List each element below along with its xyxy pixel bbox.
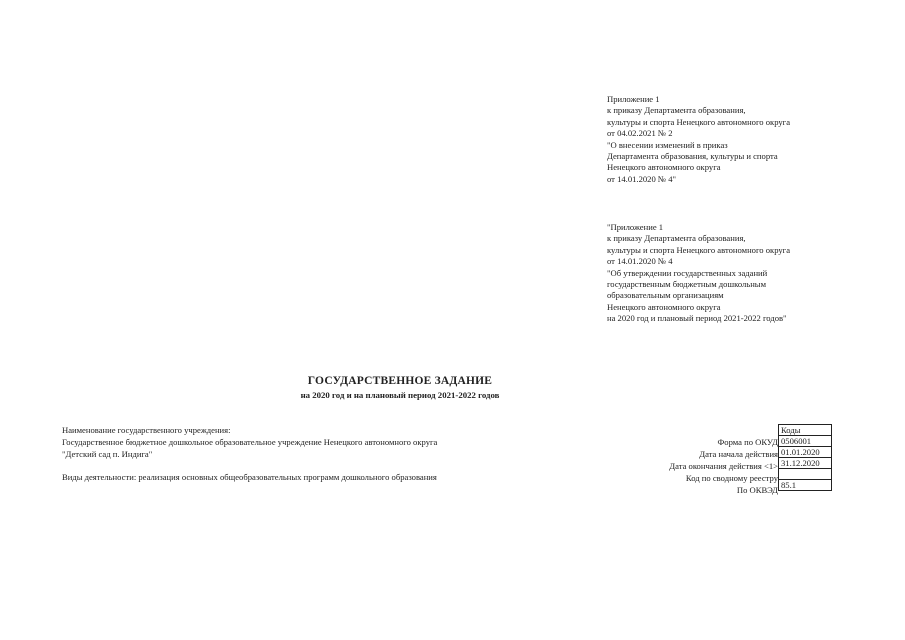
appendix2-line: государственным бюджетным дошкольным [607,279,767,290]
institution-heading: Наименование государственного учреждения: [62,425,231,435]
institution-name: Государственное бюджетное дошкольное образовательное учреждение Ненецкого автономного округа [62,437,438,447]
appendix-reference-amendment [607,94,790,185]
codes-label-end-date: Дата окончания действия <1> [669,461,778,471]
document-title: ГОСУДАРСТВЕННОЕ ЗАДАНИЕ [307,375,493,387]
appendix1-line: культуры и спорта Ненецкого автономного округа [607,116,791,127]
codes-value-okud: 0506001 [779,436,832,447]
appendix2-line: образовательным организациям [607,290,724,301]
codes-table [778,424,832,491]
codes-header: Коды [779,425,832,436]
codes-label-start-date: Дата начала действия [699,449,778,459]
appendix2-line: от 14.01.2020 № 4 [607,256,673,267]
codes-value-start-date: 01.01.2020 [779,447,832,458]
codes-label-okud: Форма по ОКУД [717,437,778,447]
codes-label-registry: Код по сводному реестру [685,473,778,483]
appendix2-line: на 2020 год и плановый период 2021-2022 годов" [607,313,787,324]
appendix1-line: от 04.02.2021 № 2 [607,128,673,139]
document-subtitle: на 2020 год и на плановый период 2021-2022 годов [300,390,500,400]
appendix1-line: "О внесении изменений в приказ [607,139,728,150]
activity-types: Виды деятельности: реализация основных общеобразовательных программ дошкольного образования [62,472,437,482]
codes-label-okved: По ОКВЭД [736,485,778,495]
appendix1-line: к приказу Департамента образования, [607,105,746,116]
appendix1-line: Департамента образования, культуры и спорта [607,151,778,162]
appendix2-line: "Об утверждении государственных заданий [607,267,768,278]
institution-short-name: "Детский сад п. Индига" [62,449,153,459]
appendix1-line: Приложение 1 [607,94,660,104]
codes-value-end-date: 31.12.2020 [779,458,832,469]
appendix1-line: Ненецкого автономного округа [607,162,721,173]
codes-value-okved: 85.1 [779,480,832,491]
appendix2-line: Ненецкого автономного округа [607,301,721,312]
codes-value-registry [779,469,832,480]
appendix2-line: к приказу Департамента образования, [607,233,746,244]
appendix2-line: культуры и спорта Ненецкого автономного округа [607,244,791,255]
appendix1-line: от 14.01.2020 № 4" [607,173,677,184]
appendix-reference-original [607,222,790,325]
appendix2-line: "Приложение 1 [607,222,664,232]
